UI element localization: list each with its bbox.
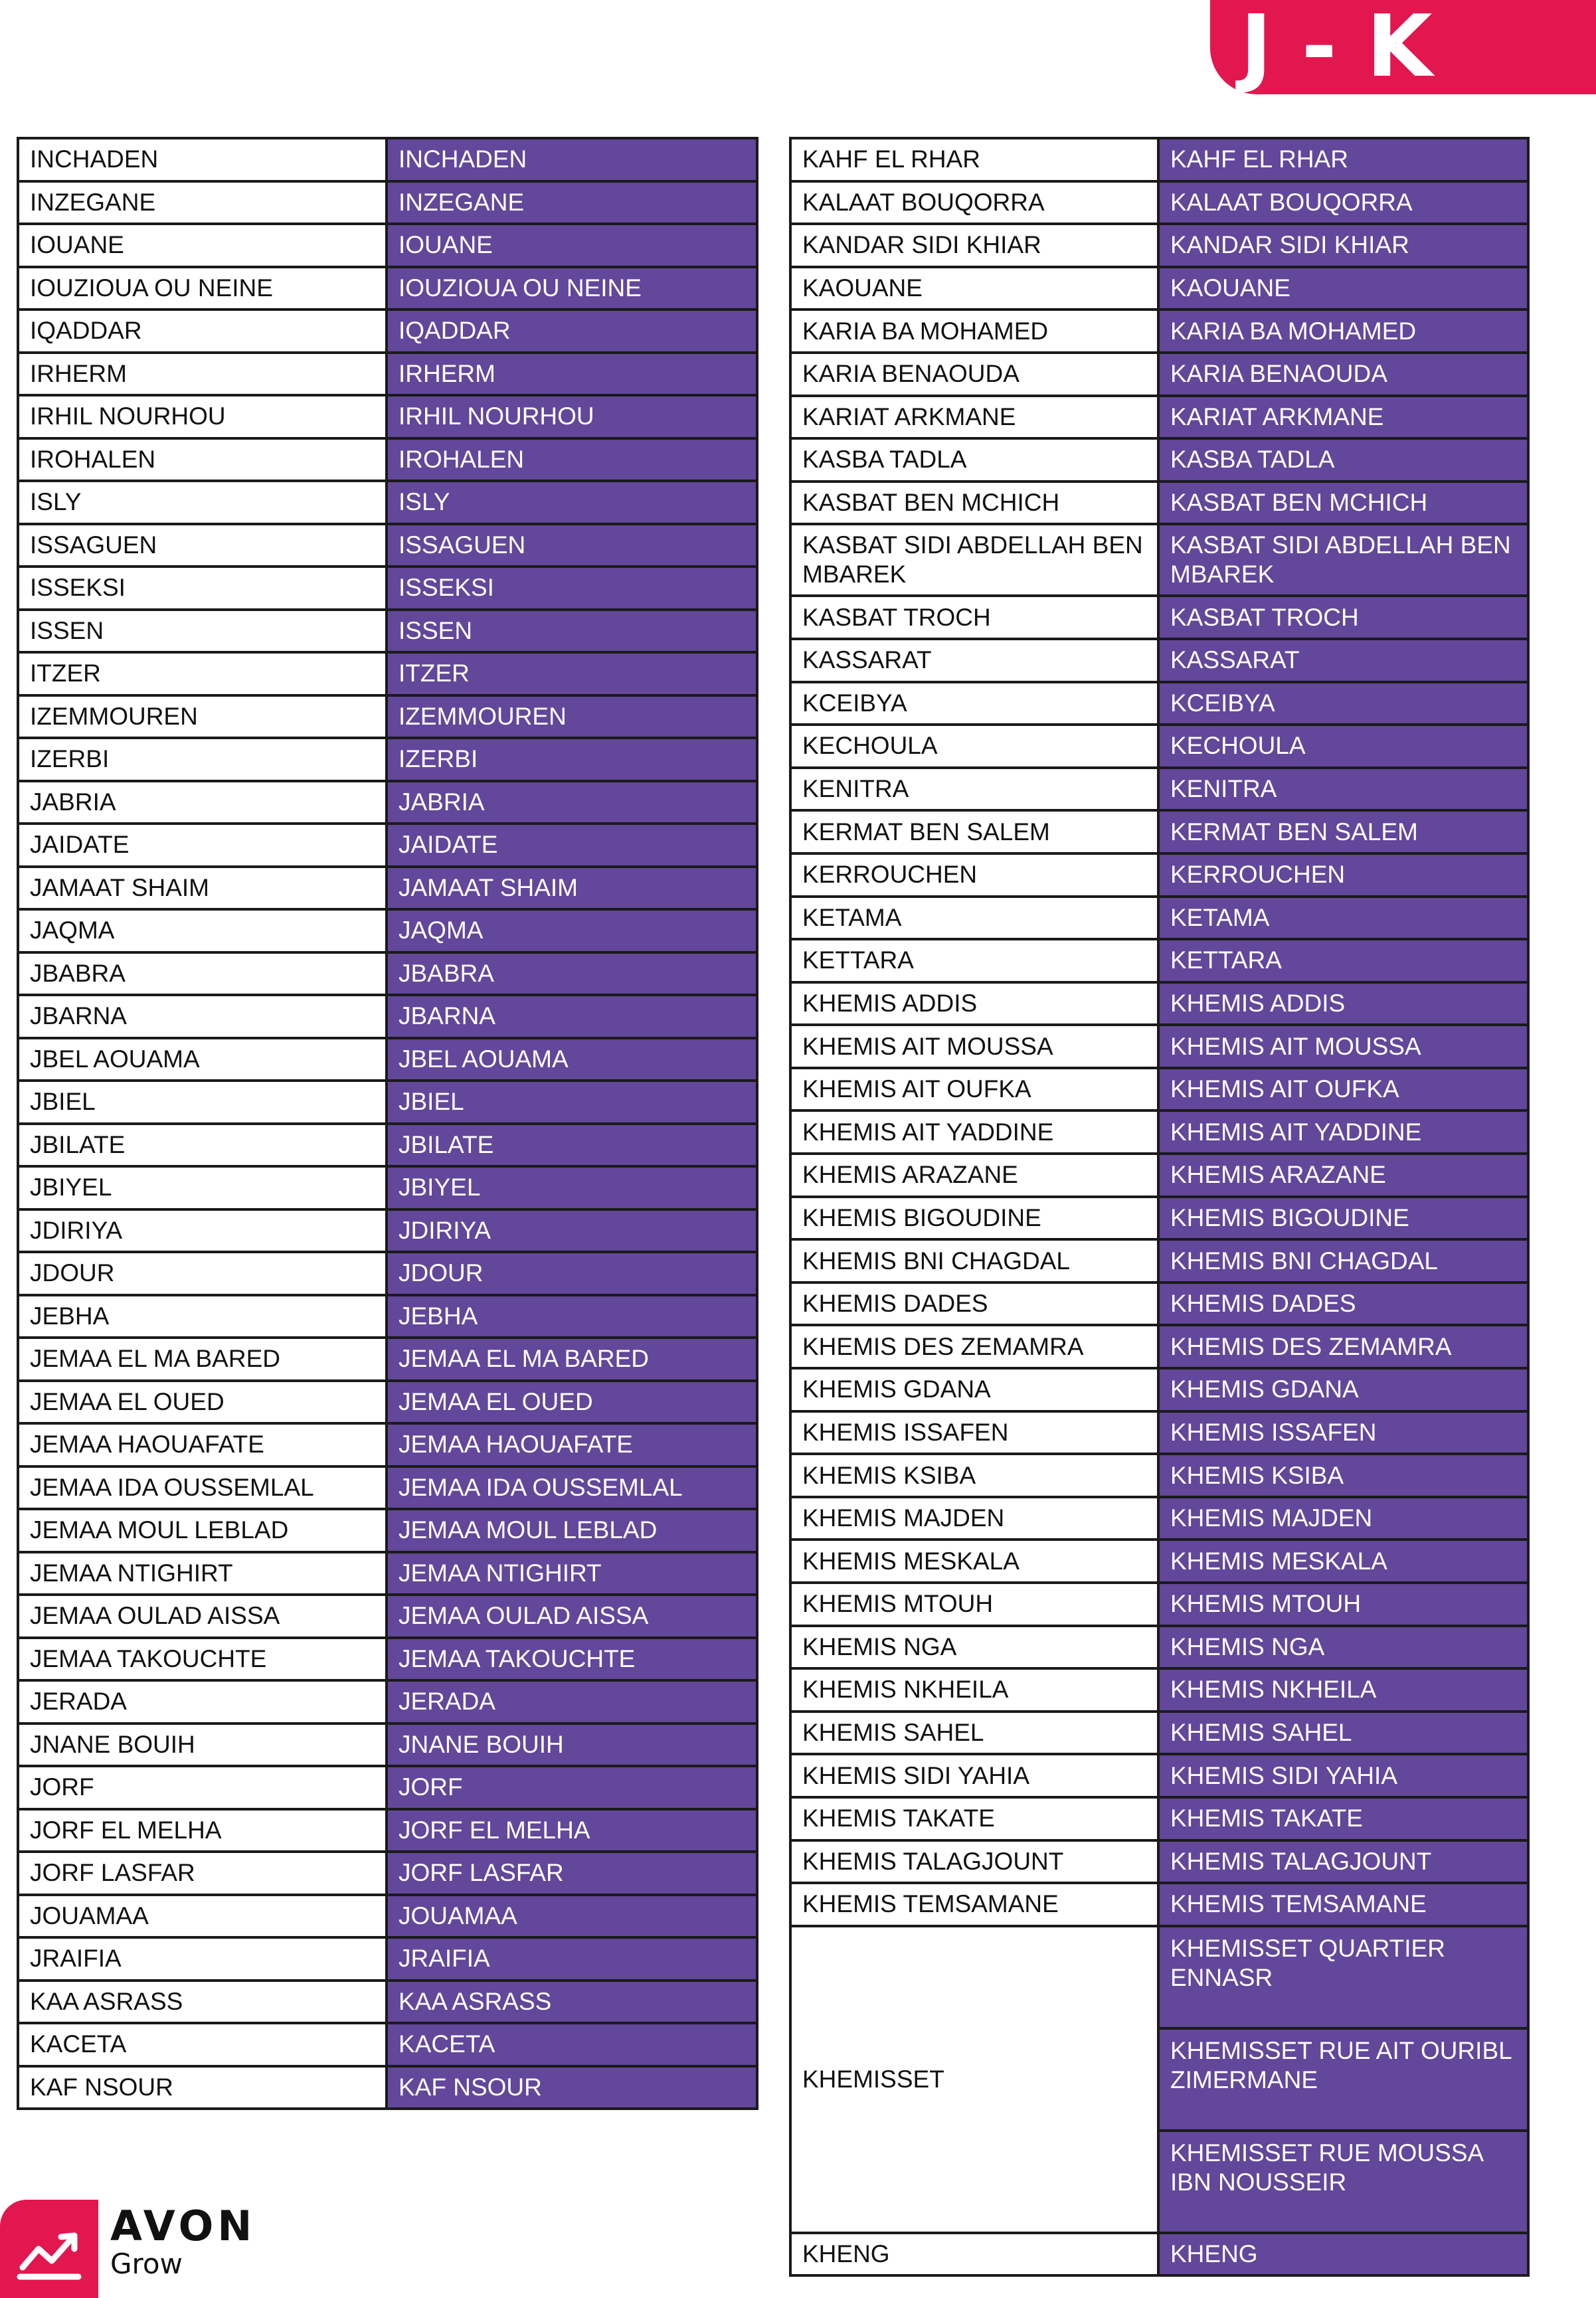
locality-name-cell: KARIA BENAOUDA [790,353,1158,396]
locality-translation-cell: KASSARAT [1158,639,1528,682]
district-cell: KHEMISSET QUARTIER ENNASR [1158,1926,1528,2028]
brand-sub: Grow [110,2248,183,2280]
locality-name-cell: KARIAT ARKMANE [790,396,1158,439]
table-row [790,438,1528,482]
table-row [790,1368,1528,1411]
right-locality-table [789,137,1530,2277]
table-row [18,1381,757,1424]
locality-name-cell: JDIRIYA [18,1209,387,1253]
locality-name-cell: ITZER [18,652,387,695]
locality-translation-cell: JEMAA HAOUAFATE [387,1423,757,1466]
locality-translation-cell: KHEMIS DADES [1158,1282,1528,1326]
table-row [790,1110,1528,1154]
locality-name-cell: JEBHA [18,1295,387,1338]
left-locality-table [17,137,758,2110]
table-row [790,396,1528,439]
locality-translation-cell: KHEMIS TEMSAMANE [1158,1883,1528,1926]
table-row [18,652,757,695]
locality-name-cell: JRAIFIA [18,1937,387,1981]
locality-name-cell: KHENG [790,2233,1158,2276]
locality-name-cell: IZERBI [18,738,387,781]
table-row [18,267,757,310]
locality-translation-cell: JORF [387,1766,757,1809]
locality-translation-cell: ISLY [387,481,757,524]
table-row [790,181,1528,224]
locality-name-cell: JABRIA [18,781,387,824]
locality-translation-cell: IQADDAR [387,309,757,353]
locality-translation-cell: KARIA BENAOUDA [1158,353,1528,396]
locality-name-cell: JBILATE [18,1124,387,1167]
locality-name-cell: JOUAMAA [18,1895,387,1938]
locality-name-cell: JORF [18,1766,387,1809]
locality-name-cell: IOUZIOUA OU NEINE [18,267,387,310]
city-name-cell: KHEMISSET [790,1926,1158,2233]
locality-translation-cell: IROHALEN [387,438,757,482]
table-row [790,1840,1528,1884]
locality-translation-cell: ISSAGUEN [387,524,757,567]
table-row [18,1981,757,2024]
locality-translation-cell: ISSEKSI [387,567,757,610]
locality-translation-cell: KHEMIS NKHEILA [1158,1668,1528,1712]
locality-name-cell: IZEMMOUREN [18,695,387,739]
table-row [18,1081,757,1124]
locality-name-cell: JEMAA NTIGHIRT [18,1552,387,1595]
locality-translation-cell: JBABRA [387,952,757,996]
table-row [790,596,1528,639]
locality-translation-cell: JEBHA [387,1295,757,1338]
table-row [790,224,1528,267]
locality-translation-cell: JRAIFIA [387,1937,757,1981]
table-row [18,1852,757,1895]
table-row [790,1626,1528,1669]
table-row [18,309,757,353]
table-row [790,1154,1528,1197]
table-row [18,1595,757,1638]
locality-translation-cell: JEMAA NTIGHIRT [387,1552,757,1595]
locality-name-cell: KHEMIS ARAZANE [790,1154,1158,1197]
locality-name-cell: KANDAR SIDI KHIAR [790,224,1158,267]
locality-name-cell: JAMAAT SHAIM [18,867,387,910]
locality-name-cell: KAOUANE [790,267,1158,310]
table-row [18,1423,757,1466]
locality-name-cell: KHEMIS NKHEILA [790,1668,1158,1712]
locality-translation-cell: KAF NSOUR [387,2066,757,2109]
locality-translation-cell: IOUANE [387,224,757,267]
locality-translation-cell: INCHADEN [387,138,757,181]
locality-name-cell: JEMAA IDA OUSSEMLAL [18,1466,387,1510]
locality-name-cell: ISSEKSI [18,567,387,610]
locality-name-cell: KECHOULA [790,725,1158,768]
table-row [18,695,757,739]
locality-translation-cell: KASBAT SIDI ABDELLAH BEN MBAREK [1158,524,1528,596]
locality-name-cell: JAIDATE [18,824,387,867]
table-row [18,781,757,824]
locality-translation-cell: KECHOULA [1158,725,1528,768]
locality-translation-cell: IZEMMOUREN [387,695,757,739]
locality-translation-cell: KHEMIS SAHEL [1158,1712,1528,1755]
locality-translation-cell: KHENG [1158,2233,1528,2276]
locality-name-cell: KERMAT BEN SALEM [790,810,1158,853]
locality-name-cell: JEMAA EL OUED [18,1381,387,1424]
locality-name-cell: ISLY [18,481,387,524]
locality-name-cell: JEMAA MOUL LEBLAD [18,1509,387,1552]
table-row [790,1883,1528,1926]
locality-name-cell: IRHERM [18,353,387,396]
district-cell: KHEMISSET RUE MOUSSA IBN NOUSSEIR [1158,2131,1528,2233]
table-row [790,982,1528,1025]
district-cell: KHEMISSET RUE AIT OURIBL ZIMERMANE [1158,2028,1528,2131]
locality-translation-cell: JORF EL MELHA [387,1809,757,1852]
locality-name-cell: JDOUR [18,1252,387,1295]
locality-translation-cell: KALAAT BOUQORRA [1158,181,1528,224]
locality-translation-cell: JEMAA MOUL LEBLAD [387,1509,757,1552]
locality-translation-cell: KERMAT BEN SALEM [1158,810,1528,853]
locality-name-cell: KHEMIS BNI CHAGDAL [790,1239,1158,1282]
table-row [790,1668,1528,1712]
locality-name-cell: KERROUCHEN [790,853,1158,897]
table-row [18,1809,757,1852]
locality-translation-cell: KAHF EL RHAR [1158,138,1528,181]
locality-name-cell: KHEMIS ISSAFEN [790,1411,1158,1455]
locality-translation-cell: JDIRIYA [387,1209,757,1253]
locality-translation-cell: IRHERM [387,353,757,396]
locality-translation-cell: IOUZIOUA OU NEINE [387,267,757,310]
locality-translation-cell: ITZER [387,652,757,695]
locality-name-cell: KAA ASRASS [18,1981,387,2024]
table-row [790,524,1528,596]
locality-name-cell: KASSARAT [790,639,1158,682]
locality-translation-cell: KARIAT ARKMANE [1158,396,1528,439]
locality-name-cell: KARIA BA MOHAMED [790,309,1158,353]
table-row [18,1124,757,1167]
locality-translation-cell: KAA ASRASS [387,1981,757,2024]
locality-name-cell: IROHALEN [18,438,387,482]
locality-translation-cell: KHEMIS MAJDEN [1158,1497,1528,1540]
locality-translation-cell: KHEMIS MESKALA [1158,1540,1528,1583]
locality-translation-cell: KHEMIS SIDI YAHIA [1158,1754,1528,1797]
brand-wordmark [110,2204,256,2279]
locality-name-cell: IRHIL NOURHOU [18,395,387,438]
locality-translation-cell: KHEMIS AIT OUFKA [1158,1068,1528,1111]
table-row [18,995,757,1038]
avon-grow-logo-icon [0,2200,98,2298]
locality-name-cell: JEMAA OULAD AISSA [18,1595,387,1638]
locality-name-cell: KHEMIS AIT YADDINE [790,1110,1158,1154]
table-row [790,897,1528,940]
locality-name-cell: KHEMIS TAKATE [790,1797,1158,1840]
table-row [18,1724,757,1767]
table-row [18,1680,757,1724]
locality-translation-cell: JAQMA [387,909,757,952]
locality-name-cell: KASBAT SIDI ABDELLAH BEN MBAREK [790,524,1158,596]
section-tab-label: J - K [1240,0,1433,96]
table-row [18,438,757,482]
locality-name-cell: JAQMA [18,909,387,952]
table-row [790,682,1528,725]
locality-name-cell: JBABRA [18,952,387,996]
table-row [790,1583,1528,1626]
locality-translation-cell: JEMAA TAKOUCHTE [387,1638,757,1681]
locality-name-cell: KHEMIS MAJDEN [790,1497,1158,1540]
locality-translation-cell: JABRIA [387,781,757,824]
table-row [18,395,757,438]
locality-name-cell: KASBAT BEN MCHICH [790,482,1158,525]
table-row [18,1766,757,1809]
table-row [790,353,1528,396]
locality-translation-cell: KHEMIS GDANA [1158,1368,1528,1411]
locality-translation-cell: KENITRA [1158,768,1528,811]
table-row [18,353,757,396]
locality-translation-cell: JBIEL [387,1081,757,1124]
table-row [18,1466,757,1510]
locality-name-cell: KASBAT TROCH [790,596,1158,639]
table-row [18,1638,757,1681]
locality-name-cell: KHEMIS TEMSAMANE [790,1883,1158,1926]
table-row [790,1540,1528,1583]
locality-name-cell: JORF LASFAR [18,1852,387,1895]
locality-translation-cell: JEMAA IDA OUSSEMLAL [387,1466,757,1510]
locality-name-cell: JEMAA HAOUAFATE [18,1423,387,1466]
table-row [790,1926,1528,2028]
locality-name-cell: KALAAT BOUQORRA [790,181,1158,224]
brand-name: AVON [110,2202,256,2250]
locality-name-cell: INZEGANE [18,181,387,224]
table-row [18,1509,757,1552]
table-row [790,853,1528,897]
table-row [790,1754,1528,1797]
locality-name-cell: JEMAA EL MA BARED [18,1338,387,1381]
locality-name-cell: JBIYEL [18,1166,387,1209]
table-row [18,1895,757,1938]
table-row [18,1937,757,1981]
locality-name-cell: JORF EL MELHA [18,1809,387,1852]
locality-name-cell: JBIEL [18,1081,387,1124]
locality-translation-cell: JERADA [387,1680,757,1724]
locality-name-cell: KETAMA [790,897,1158,940]
table-row [18,224,757,267]
table-row [18,138,757,181]
locality-name-cell: JBARNA [18,995,387,1038]
locality-translation-cell: KHEMIS TAKATE [1158,1797,1528,1840]
locality-name-cell: KHEMIS TALAGJOUNT [790,1840,1158,1884]
locality-translation-cell: KHEMIS AIT MOUSSA [1158,1025,1528,1068]
locality-translation-cell: JOUAMAA [387,1895,757,1938]
table-row [18,867,757,910]
locality-translation-cell: JBILATE [387,1124,757,1167]
locality-translation-cell: KHEMIS NGA [1158,1626,1528,1669]
locality-translation-cell: KHEMIS ISSAFEN [1158,1411,1528,1455]
table-row [18,181,757,224]
table-row [18,1038,757,1081]
locality-name-cell: KHEMIS MTOUH [790,1583,1158,1626]
locality-translation-cell: KACETA [387,2023,757,2066]
locality-translation-cell: KHEMIS AIT YADDINE [1158,1110,1528,1154]
locality-name-cell: KHEMIS BIGOUDINE [790,1197,1158,1240]
locality-name-cell: IQADDAR [18,309,387,353]
locality-name-cell: KHEMIS GDANA [790,1368,1158,1411]
locality-translation-cell: KERROUCHEN [1158,853,1528,897]
locality-name-cell: KHEMIS MESKALA [790,1540,1158,1583]
table-row [18,567,757,610]
table-row [18,1209,757,1253]
locality-translation-cell: KASBA TADLA [1158,438,1528,482]
locality-translation-cell: KHEMIS BNI CHAGDAL [1158,1239,1528,1282]
locality-name-cell: KHEMIS NGA [790,1626,1158,1669]
locality-name-cell: KENITRA [790,768,1158,811]
table-row [790,725,1528,768]
locality-name-cell: KHEMIS SAHEL [790,1712,1158,1755]
locality-name-cell: KETTARA [790,939,1158,982]
table-row [790,1197,1528,1240]
locality-name-cell: KHEMIS AIT MOUSSA [790,1025,1158,1068]
locality-name-cell: ISSEN [18,610,387,653]
locality-name-cell: KHEMIS SIDI YAHIA [790,1754,1158,1797]
locality-name-cell: KHEMIS KSIBA [790,1454,1158,1497]
locality-translation-cell: KHEMIS KSIBA [1158,1454,1528,1497]
locality-translation-cell: JAMAAT SHAIM [387,867,757,910]
locality-translation-cell: KANDAR SIDI KHIAR [1158,224,1528,267]
table-row [790,1325,1528,1368]
table-row [790,639,1528,682]
locality-translation-cell: JNANE BOUIH [387,1724,757,1767]
table-row [790,1797,1528,1840]
locality-translation-cell: IRHIL NOURHOU [387,395,757,438]
table-row [18,1166,757,1209]
locality-translation-cell: KARIA BA MOHAMED [1158,309,1528,353]
locality-translation-cell: KHEMIS MTOUH [1158,1583,1528,1626]
table-row [790,1068,1528,1111]
locality-translation-cell: KASBAT TROCH [1158,596,1528,639]
locality-translation-cell: KHEMIS BIGOUDINE [1158,1197,1528,1240]
locality-translation-cell: JEMAA EL OUED [387,1381,757,1424]
locality-translation-cell: JEMAA OULAD AISSA [387,1595,757,1638]
locality-translation-cell: ISSEN [387,610,757,653]
table-row [18,1295,757,1338]
locality-translation-cell: INZEGANE [387,181,757,224]
locality-name-cell: KAHF EL RHAR [790,138,1158,181]
table-row [790,482,1528,525]
table-row [790,1712,1528,1755]
table-row [790,1454,1528,1497]
locality-name-cell: KASBA TADLA [790,438,1158,482]
locality-name-cell: KACETA [18,2023,387,2066]
table-row [18,524,757,567]
table-row [790,1025,1528,1068]
table-row [18,909,757,952]
locality-translation-cell: KAOUANE [1158,267,1528,310]
locality-name-cell: INCHADEN [18,138,387,181]
locality-translation-cell: JAIDATE [387,824,757,867]
locality-translation-cell: KHEMIS ARAZANE [1158,1154,1528,1197]
table-row [18,2023,757,2066]
locality-translation-cell: KASBAT BEN MCHICH [1158,482,1528,525]
locality-translation-cell: KCEIBYA [1158,682,1528,725]
locality-name-cell: JERADA [18,1680,387,1724]
locality-translation-cell: JBIYEL [387,1166,757,1209]
table-row [18,1338,757,1381]
table-row [18,1252,757,1295]
section-tab [1210,0,1596,94]
locality-translation-cell: KETAMA [1158,897,1528,940]
locality-name-cell: KHEMIS DADES [790,1282,1158,1326]
locality-translation-cell: KHEMIS TALAGJOUNT [1158,1840,1528,1884]
locality-name-cell: JEMAA TAKOUCHTE [18,1638,387,1681]
table-row [18,824,757,867]
table-row [790,2233,1528,2276]
table-row [790,810,1528,853]
locality-translation-cell: JORF LASFAR [387,1852,757,1895]
locality-name-cell: KHEMIS DES ZEMAMRA [790,1325,1158,1368]
table-row [790,1239,1528,1282]
locality-translation-cell: KHEMIS DES ZEMAMRA [1158,1325,1528,1368]
locality-translation-cell: JBEL AOUAMA [387,1038,757,1081]
locality-name-cell: KAF NSOUR [18,2066,387,2109]
table-row [790,1282,1528,1326]
locality-name-cell: KHEMIS ADDIS [790,982,1158,1025]
locality-name-cell: JBEL AOUAMA [18,1038,387,1081]
locality-name-cell: IOUANE [18,224,387,267]
locality-translation-cell: JEMAA EL MA BARED [387,1338,757,1381]
locality-translation-cell: JBARNA [387,995,757,1038]
table-row [18,481,757,524]
table-row [18,610,757,653]
table-row [18,2066,757,2109]
locality-name-cell: KHEMIS AIT OUFKA [790,1068,1158,1111]
table-row [18,952,757,996]
locality-name-cell: JNANE BOUIH [18,1724,387,1767]
table-row [18,738,757,781]
locality-translation-cell: KHEMIS ADDIS [1158,982,1528,1025]
table-row [790,1497,1528,1540]
locality-name-cell: ISSAGUEN [18,524,387,567]
table-row [790,768,1528,811]
table-row [790,1411,1528,1455]
table-row [790,138,1528,181]
locality-translation-cell: KETTARA [1158,939,1528,982]
table-row [790,267,1528,310]
table-row [790,309,1528,353]
locality-translation-cell: JDOUR [387,1252,757,1295]
table-row [18,1552,757,1595]
locality-translation-cell: IZERBI [387,738,757,781]
locality-name-cell: KCEIBYA [790,682,1158,725]
table-row [790,939,1528,982]
